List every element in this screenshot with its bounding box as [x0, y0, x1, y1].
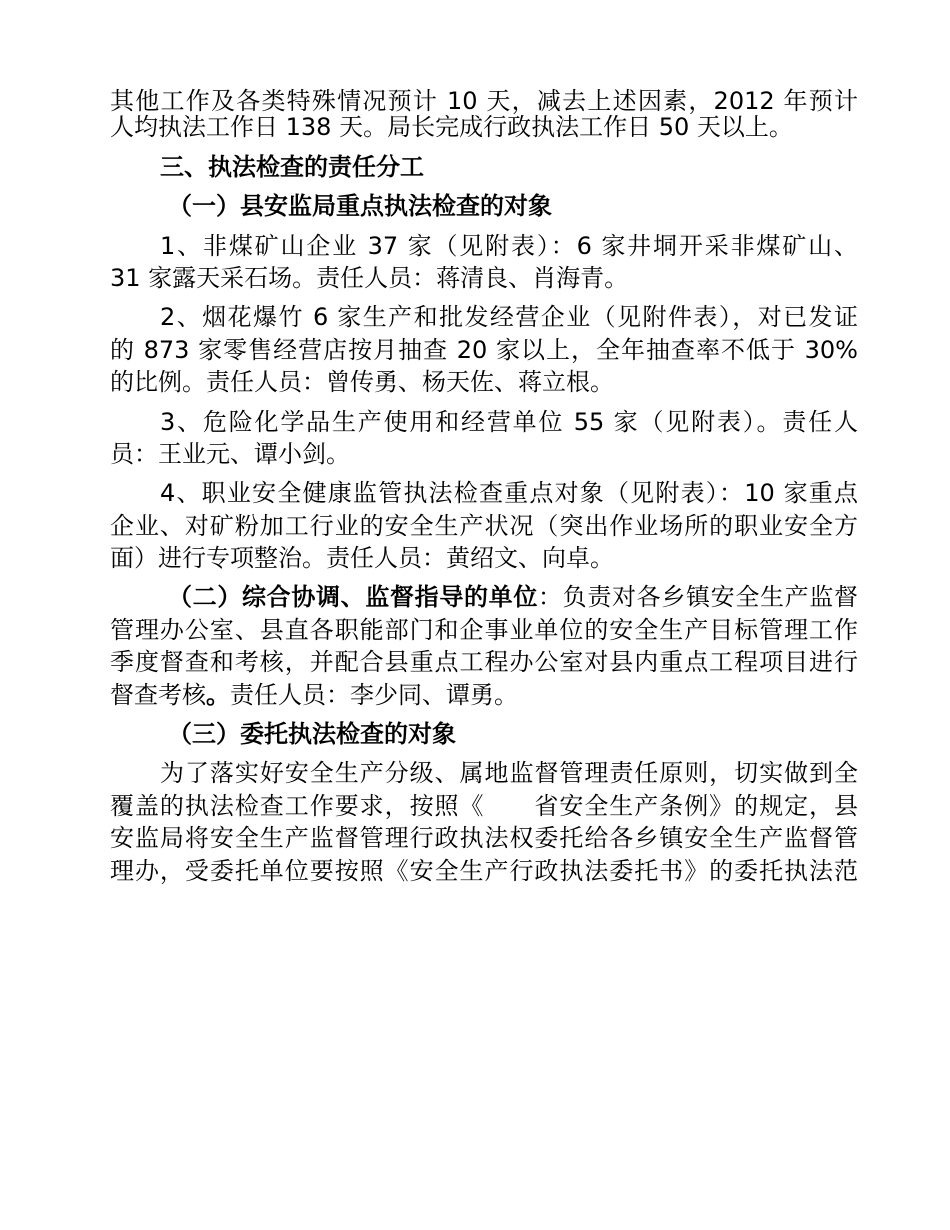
text-line: 理办，受委托单位要按照《安全生产行政执法委托书》的委托执法范 [110, 856, 858, 885]
text-span: 督查考核 [110, 680, 206, 709]
text-line: 4、职业安全健康监管执法检查重点对象（见附表）：10 家重点 [160, 479, 858, 508]
text-line: 3、危险化学品生产使用和经营单位 55 家（见附表）。责任人 [160, 407, 858, 436]
item-1-paragraph [110, 233, 858, 292]
text-line: 31 家露天采石场。责任人员：蒋清良、肖海青。 [110, 263, 629, 292]
text-line: 面）进行专项整治。责任人员：黄绍文、向卓。 [110, 544, 614, 573]
text-line: 的比例。责任人员：曾传勇、杨天佐、蒋立根。 [110, 368, 614, 397]
text-line: 其他工作及各类特殊情况预计 10 天，减去上述因素，2012 年预计 [110, 87, 858, 115]
document-body [110, 88, 858, 884]
text-line [110, 682, 858, 708]
subsection-heading-2: （二）综合协调、监督指导的单位 [168, 583, 538, 612]
text-span: 责任人员：李少同、谭勇。 [230, 680, 518, 709]
text-line: 员：王业元、谭小剑。 [110, 439, 350, 468]
text-line: 2、烟花爆竹 6 家生产和批发经营企业（见附件表），对已发证 [160, 303, 858, 332]
item-3-paragraph [110, 409, 858, 468]
text-line: 安监局将安全生产监督管理行政执法权委托给各乡镇安全生产监督管 [110, 824, 858, 853]
text-line [110, 584, 858, 610]
subsection-heading-3: （三）委托执法检查的对象 [168, 720, 456, 749]
subsection-heading-1: （一）县安监局重点执法检查的对象 [168, 192, 552, 221]
item-2-paragraph [110, 304, 858, 395]
text-line: 的 873 家零售经营店按月抽查 20 家以上，全年抽查率不低于 30% [110, 335, 858, 364]
text-line: 覆盖的执法检查工作要求，按照《 省安全生产条例》的规定，县 [110, 791, 858, 820]
text-line: 管理办公室、县直各职能部门和企事业单位的安全生产目标管理工作 [110, 615, 858, 644]
text-line: 1、非煤矿山企业 37 家（见附表）：6 家井垌开采非煤矿山、 [160, 231, 858, 260]
text-line: 企业、对矿粉加工行业的安全生产状况（突出作业场所的职业安全方 [110, 511, 858, 540]
item-4-paragraph [110, 480, 858, 571]
bold-period: 。 [206, 680, 230, 709]
text-line: 为了落实好安全生产分级、属地监督管理责任原则，切实做到全 [160, 759, 858, 788]
final-paragraph [110, 760, 858, 884]
text-span: ：负责对各乡镇安全生产监督 [538, 583, 858, 612]
text-line: 人均执法工作日 138 天。局长完成行政执法工作日 50 天以上。 [110, 113, 793, 142]
subsection-2-paragraph [110, 584, 858, 708]
section-heading-3: 三、执法检查的责任分工 [160, 152, 424, 181]
intro-paragraph [110, 88, 858, 141]
text-line: 季度督查和考核，并配合县重点工程办公室对县内重点工程项目进行 [110, 648, 858, 677]
